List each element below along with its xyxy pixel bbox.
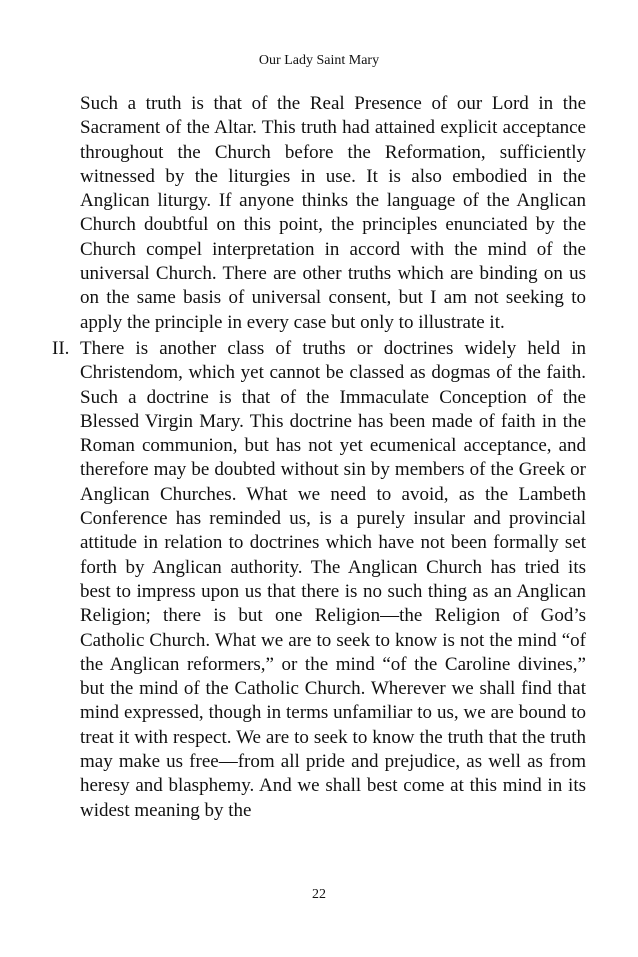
paragraph-text: Such a truth is that of the Real Presence of our Lord in the Sacrament of the Altar. This truth had attained explicit acceptance throughout the Church before the Reformation, sufficiently witnessed by the liturgies in use. It is also embodied in the Anglican liturgy. If anyone thinks the language of the Anglican Church doubtful on this point, the principles enunciated by the Church compel interpretation in accord with the mind of the universal Church. There are other truths which are binding on us on the same basis of universal consent, but I am not seeking to apply the principle in every case but only to illustrate it. (80, 93, 586, 333)
page-body (52, 92, 586, 823)
page-number: 22 (312, 887, 326, 902)
paragraph-continued (80, 92, 586, 335)
paragraph-number: II. (52, 337, 70, 359)
running-head: Our Lady Saint Mary (258, 53, 380, 68)
numbered-paragraph-2 (52, 337, 586, 823)
paragraph-text: There is another class of truths or doctrines widely held in Christendom, which yet cannot be classed as dogmas of the faith. Such a doctrine is that of the Immaculate Conception of the Blessed Virgin Mary. This doctrine has been made of faith in the Roman communion, but has not yet ecumenical acceptance, and therefore may be doubted without sin by members of the Greek or Anglican Churches. What we need to avoid, as the Lambeth Conference has reminded us, is a purely insular and provincial attitude in relation to doctrines which have not been formally set forth by Anglican authority. The Anglican Church has tried its best to impress upon us that there is no such thing as an Anglican Religion; there is but one Religion—the Religion of God’s Catholic Church. What we are to seek to know is not the mind “of the Anglican reformers,” or the mind “of the Caroline divines,” but the mind of the Catholic Church. Wherever we shall find that mind expressed, though in terms unfamiliar to us, we are bound to treat it with respect. We are to seek to know the truth that the truth may make us free—from all pride and prejudice, as well as from heresy and blasphemy. And we shall best come at this mind in its widest meaning by the (80, 337, 586, 821)
